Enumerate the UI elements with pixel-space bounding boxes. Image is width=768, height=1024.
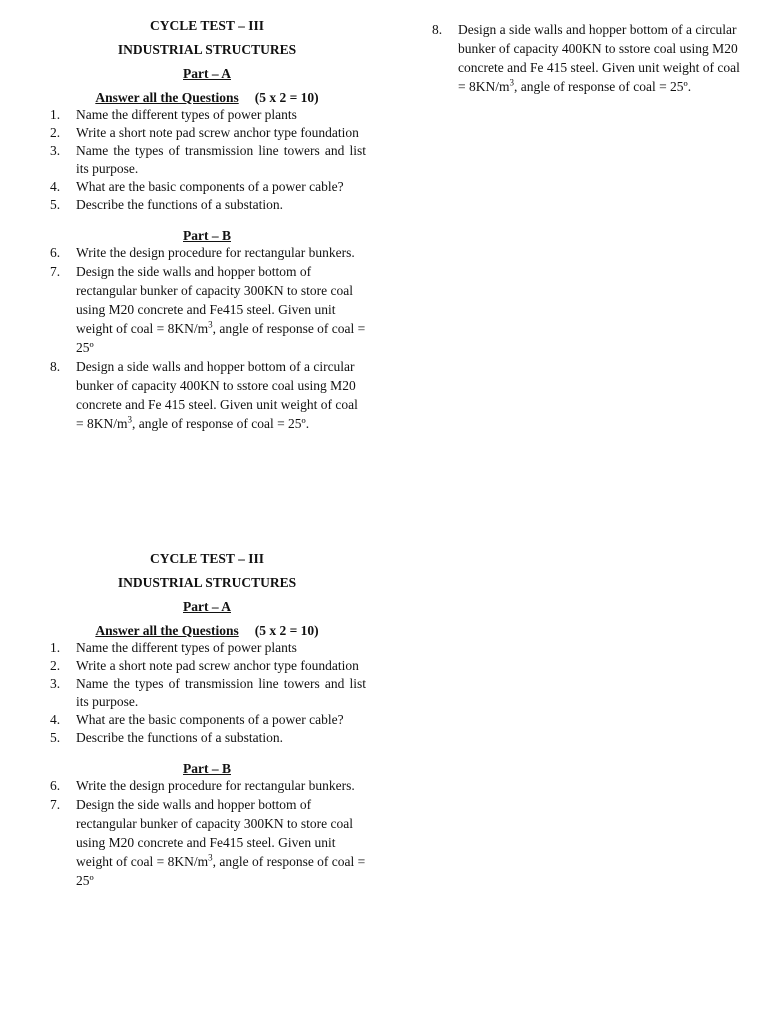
question-number: 6.: [50, 245, 61, 260]
question-2: [48, 124, 366, 142]
question-8: [430, 20, 748, 96]
superscript: 3: [208, 852, 213, 863]
question-7: [48, 262, 366, 357]
question-text: Write the design procedure for rectangular bunkers.: [76, 245, 355, 260]
question-number: 1.: [50, 107, 61, 122]
instruction-text: Answer all the Questions: [95, 623, 239, 638]
question-sheet-1: [48, 18, 366, 433]
question-text: Describe the functions of a substation.: [76, 197, 283, 212]
question-text: Name the types of transmission line towers and list its purpose.: [76, 143, 366, 176]
question-6: [48, 244, 366, 262]
question-text: What are the basic components of a power cable?: [76, 712, 344, 727]
right-column: [430, 20, 748, 96]
marks-text: (5 x 2 = 10): [254, 90, 319, 105]
question-text: Design a side walls and hopper bottom of a circular bunker of capacity 400KN to sstore coal using M20 concrete and Fe 415 steel. Given unit weight of coal = 8KN/m: [458, 22, 740, 94]
superscript: 3: [509, 77, 514, 88]
question-2: [48, 657, 366, 675]
question-text: Write a short note pad screw anchor type foundation: [76, 125, 359, 140]
question-number: 8.: [432, 22, 443, 37]
question-text: Design the side walls and hopper bottom of rectangular bunker of capacity 300KN to store coal using M20 concrete and Fe415 steel. Given unit weight of coal = 8KN/m: [76, 264, 354, 336]
question-number: 7.: [50, 797, 61, 812]
question-4: [48, 178, 366, 196]
question-number: 2.: [50, 125, 61, 140]
subject-title: INDUSTRIAL STRUCTURES: [117, 575, 297, 590]
test-title: CYCLE TEST – III: [150, 18, 264, 33]
question-number: 5.: [50, 730, 61, 745]
question-3: [48, 675, 366, 711]
question-7: [48, 795, 366, 890]
question-text: Name the different types of power plants: [76, 640, 297, 655]
question-number: 5.: [50, 197, 61, 212]
superscript: 3: [208, 319, 213, 330]
subject-title: INDUSTRIAL STRUCTURES: [117, 42, 297, 57]
part-b-questions: [48, 244, 366, 433]
continued-questions: [430, 20, 748, 96]
part-a-heading: Part – A: [183, 599, 231, 614]
question-number: 6.: [50, 778, 61, 793]
question-number: 2.: [50, 658, 61, 673]
question-text-cont: , angle of response of coal = 25º.: [132, 416, 310, 431]
part-a-questions: [48, 639, 366, 747]
question-text: Describe the functions of a substation.: [76, 730, 283, 745]
question-text: Name the different types of power plants: [76, 107, 297, 122]
part-b-questions: [48, 777, 366, 890]
question-4: [48, 711, 366, 729]
question-6: [48, 777, 366, 795]
instruction-text: Answer all the Questions: [95, 90, 239, 105]
question-1: [48, 106, 366, 124]
question-number: 4.: [50, 179, 61, 194]
question-number: 7.: [50, 264, 61, 279]
test-title: CYCLE TEST – III: [150, 551, 264, 566]
question-5: [48, 196, 366, 214]
question-text: Name the types of transmission line towers and list its purpose.: [76, 676, 366, 709]
question-3: [48, 142, 366, 178]
question-number: 3.: [50, 676, 61, 691]
question-text: Write the design procedure for rectangular bunkers.: [76, 778, 355, 793]
instruction-line: [48, 90, 366, 106]
marks-text: (5 x 2 = 10): [254, 623, 319, 638]
question-1: [48, 639, 366, 657]
part-b-heading: Part – B: [183, 228, 231, 243]
question-text: What are the basic components of a power cable?: [76, 179, 344, 194]
question-8: [48, 357, 366, 433]
question-text: Design a side walls and hopper bottom of a circular bunker of capacity 400KN to sstore coal using M20 concrete and Fe 415 steel. Given unit weight of coal = 8KN/m: [76, 359, 358, 431]
superscript: 3: [127, 414, 132, 425]
question-number: 8.: [50, 359, 61, 374]
instruction-line: [48, 623, 366, 639]
part-a-heading: Part – A: [183, 66, 231, 81]
question-text-cont: , angle of response of coal = 25º: [76, 321, 366, 355]
question-text-cont: , angle of response of coal = 25º.: [514, 79, 692, 94]
question-sheet-2: [48, 551, 366, 890]
question-number: 3.: [50, 143, 61, 158]
question-5: [48, 729, 366, 747]
question-text: Design the side walls and hopper bottom of rectangular bunker of capacity 300KN to store coal using M20 concrete and Fe415 steel. Given unit weight of coal = 8KN/m: [76, 797, 354, 869]
question-text-cont: , angle of response of coal = 25º: [76, 854, 366, 888]
question-number: 1.: [50, 640, 61, 655]
part-b-heading: Part – B: [183, 761, 231, 776]
question-text: Write a short note pad screw anchor type foundation: [76, 658, 359, 673]
part-a-questions: [48, 106, 366, 214]
question-number: 4.: [50, 712, 61, 727]
